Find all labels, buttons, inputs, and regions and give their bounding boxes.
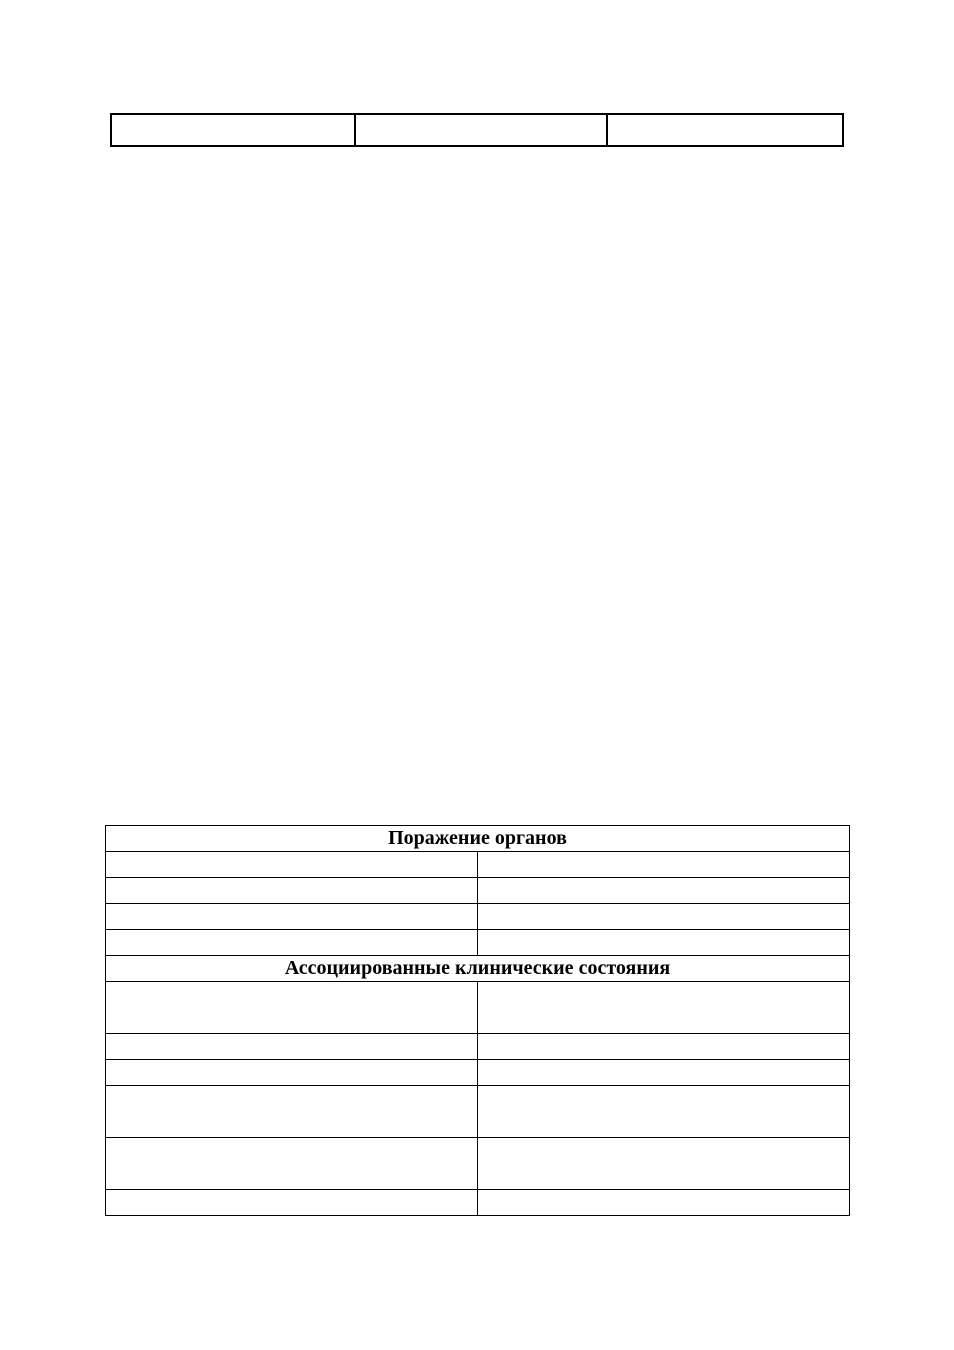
table-cell	[607, 114, 843, 146]
top-empty-table	[110, 113, 844, 147]
table-row	[106, 1034, 850, 1060]
table-cell	[106, 1034, 478, 1060]
table-cell	[106, 878, 478, 904]
table-cell	[106, 904, 478, 930]
table-cell	[111, 114, 355, 146]
table-cell	[478, 982, 850, 1034]
table-cell	[106, 852, 478, 878]
table-cell	[355, 114, 607, 146]
table-row	[106, 1086, 850, 1138]
table-cell	[478, 1138, 850, 1190]
table-cell	[478, 852, 850, 878]
section-title-organ-damage: Поражение органов	[106, 826, 850, 852]
table-cell	[106, 930, 478, 956]
section-header-row	[106, 956, 850, 982]
section-header-row	[106, 826, 850, 852]
table-cell	[106, 1138, 478, 1190]
section-title-associated-conditions: Ассоциированные клинические состояния	[106, 956, 850, 982]
table-row	[106, 904, 850, 930]
table-cell	[478, 878, 850, 904]
table-row	[106, 878, 850, 904]
table-row	[106, 1190, 850, 1216]
table-cell	[478, 930, 850, 956]
table-cell	[106, 1190, 478, 1216]
table-cell	[478, 1086, 850, 1138]
table-cell	[478, 1190, 850, 1216]
table-row	[106, 930, 850, 956]
table-cell	[106, 1060, 478, 1086]
table-cell	[106, 982, 478, 1034]
table-row	[106, 852, 850, 878]
table-cell	[106, 1086, 478, 1138]
table-cell	[478, 1034, 850, 1060]
table-row	[111, 114, 843, 146]
table-row	[106, 1060, 850, 1086]
table-cell	[478, 904, 850, 930]
table-row	[106, 1138, 850, 1190]
table-cell	[478, 1060, 850, 1086]
table-row	[106, 982, 850, 1034]
risk-factors-table	[105, 825, 850, 1216]
